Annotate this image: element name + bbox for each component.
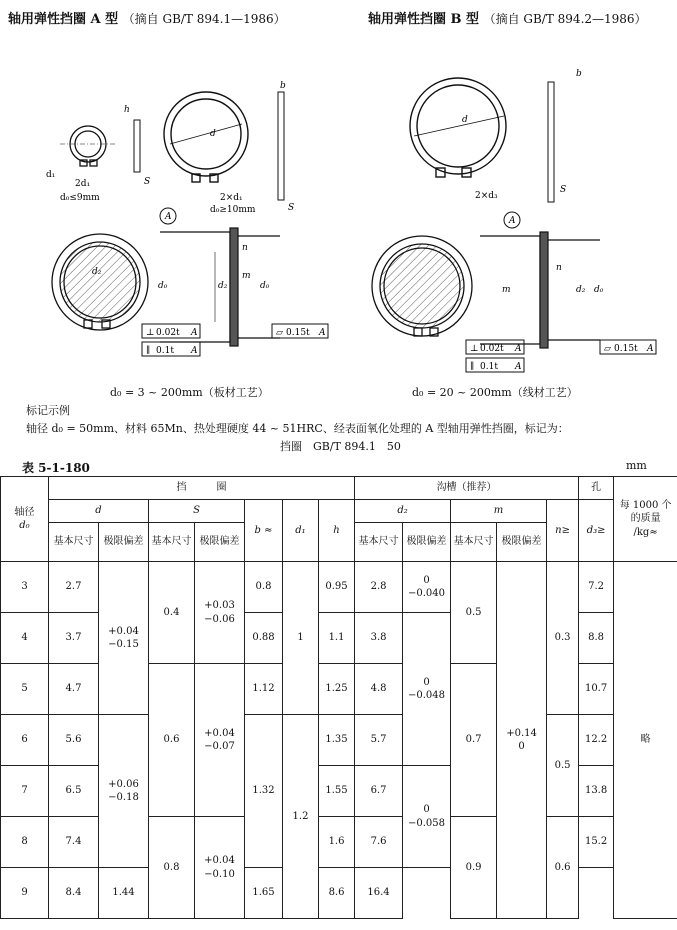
tol-perp-a: 0.02t: [156, 328, 180, 338]
tol-perp-symbol-b: ⊥: [470, 344, 479, 354]
header-d-basic: 基本尺寸: [49, 523, 99, 562]
label-m-a: m: [242, 271, 251, 281]
header-d2-basic: 基本尺寸: [355, 523, 403, 562]
cell-d: 6.5: [49, 766, 99, 817]
cell-b: 1.44: [99, 868, 149, 919]
cell-d2: 7.6: [355, 817, 403, 868]
cell-d1: 1: [283, 562, 319, 715]
cell-d3: 12.2: [579, 715, 614, 766]
cell-d0: 6: [1, 715, 49, 766]
cell-h: 1.55: [319, 766, 355, 817]
header-ring: 挡 圈: [49, 477, 355, 500]
tol-flat-a: 0.15t: [286, 328, 310, 338]
title-a-main: 轴用弹性挡圈 A 型: [8, 12, 119, 27]
tol-flat-symbol-b: ▱: [604, 344, 611, 354]
label-d2-a: d₂: [92, 267, 102, 277]
cell-b: 1.32: [245, 715, 283, 868]
cell-d2: 3.8: [355, 613, 403, 664]
label-2d1: 2d₁: [75, 179, 91, 189]
label-d1-small: d₁: [46, 170, 56, 180]
small-ring-side: [134, 120, 140, 172]
cell-s-tol: +0.04 −0.10: [195, 817, 245, 919]
caption-b: d₀ = 20 ~ 200mm（线材工艺）: [412, 386, 578, 399]
tol-parallel-datum-a: A: [191, 346, 198, 356]
cell-d0: 5: [1, 664, 49, 715]
header-n: n≥: [547, 500, 579, 562]
small-ring-note: d₀≤9mm: [60, 193, 100, 203]
header-d1: d₁: [283, 500, 319, 562]
header-d2-limit: 极限偏差: [403, 523, 451, 562]
label-s-b: S: [560, 185, 567, 195]
cell-b: 1.12: [245, 664, 283, 715]
figure-type-b: [350, 52, 670, 392]
tol-parallel-symbol-b: ∥: [470, 362, 475, 372]
marking-code: 挡圈 GB/T 894.1 50: [280, 440, 401, 453]
cell-s: 0.8: [149, 817, 195, 919]
header-d: d: [49, 500, 149, 523]
caption-a: d₀ = 3 ~ 200mm（板材工艺）: [110, 386, 269, 399]
cell-s: 0.4: [149, 562, 195, 664]
title-a-sub: （摘自 GB/T 894.1—1986）: [122, 12, 286, 26]
tol-perp-datum-b: A: [515, 344, 522, 354]
header-b: b ≈: [245, 500, 283, 562]
label-d0-b: d₀: [594, 285, 604, 295]
title-b-sub: （摘自 GB/T 894.2—1986）: [483, 12, 647, 26]
cell-d: 7.4: [49, 817, 99, 868]
header-d2: d₂: [355, 500, 451, 523]
tol-perp-b: 0.02t: [480, 344, 504, 354]
cell-b: 0.88: [245, 613, 283, 664]
header-s: S: [149, 500, 245, 523]
label-s-large: S: [288, 203, 295, 213]
tol-parallel-a: 0.1t: [156, 346, 174, 356]
cell-h: 1.25: [319, 664, 355, 715]
cell-d0: 8: [1, 817, 49, 868]
label-d-b: d: [462, 115, 468, 125]
cell-d2: 4.8: [355, 664, 403, 715]
cell-d2: 2.8: [355, 562, 403, 613]
figure-type-a: [20, 52, 340, 392]
header-s-basic: 基本尺寸: [149, 523, 195, 562]
marking-text: 轴径 d₀ = 50mm、材料 65Mn、热处理硬度 44 ~ 51HRC、经表面氧化处理的 A 型轴用弹性挡圈，标记为：: [26, 422, 569, 435]
tol-parallel-b: 0.1t: [480, 362, 498, 372]
tol-flat-symbol-a: ▱: [276, 328, 283, 338]
datum-b-label: A: [509, 216, 516, 226]
label-d: d: [210, 129, 216, 139]
cell-n: 0.6: [547, 817, 579, 919]
table-row: [1, 715, 677, 766]
cell-m-tol: +0.14 0: [497, 562, 547, 919]
label-m-b: m: [502, 285, 511, 295]
tol-flat-b: 0.15t: [614, 344, 638, 354]
header-hole: 孔: [579, 477, 614, 500]
shaft-section-a: [52, 234, 148, 330]
shaft-section-b: [372, 236, 472, 336]
label-d0-a: d₀: [158, 281, 168, 291]
cell-s-tol: +0.03 −0.06: [195, 562, 245, 664]
table-label: 表 5-1-180: [22, 461, 90, 475]
cell-h: 0.95: [319, 562, 355, 613]
cell-h: 1.65: [245, 868, 283, 919]
title-type-b: [368, 8, 647, 27]
header-d0-text: d₀: [19, 520, 30, 531]
cell-d2: 8.6: [319, 868, 355, 919]
header-shaft: [1, 477, 49, 562]
label-n-b: n: [556, 263, 562, 273]
label-d0-side-a: d₀: [260, 281, 270, 291]
label-n-a: n: [242, 243, 248, 253]
cell-h: 1.35: [319, 715, 355, 766]
small-ring-drawing: [60, 126, 116, 166]
cell-n: 0.3: [547, 562, 579, 715]
cell-d-tol: +0.06 −0.18: [99, 715, 149, 868]
cell-d0: 4: [1, 613, 49, 664]
cell-d3: 7.2: [579, 562, 614, 613]
header-m: m: [451, 500, 547, 523]
cell-n: 0.5: [547, 715, 579, 817]
label-2xd1: 2×d₁: [220, 193, 243, 203]
title-b-main: 轴用弹性挡圈 B 型: [368, 12, 480, 27]
cell-b: 0.8: [245, 562, 283, 613]
cell-m: 0.7: [451, 664, 497, 817]
large-ring-drawing: [164, 92, 248, 182]
header-d3: d₃≥: [579, 500, 614, 562]
tol-perp-datum-a: A: [191, 328, 198, 338]
cell-d0: 7: [1, 766, 49, 817]
cell-h: 1.1: [319, 613, 355, 664]
tol-flat-datum-b: A: [647, 344, 654, 354]
tol-flat-datum-a: A: [319, 328, 326, 338]
cell-d: 5.6: [49, 715, 99, 766]
cell-d2-tol: 0 −0.058: [403, 766, 451, 868]
cell-d-tol: +0.04 −0.15: [99, 562, 149, 715]
title-type-a: [8, 8, 286, 27]
header-m-limit: 极限偏差: [497, 523, 547, 562]
cell-m: 0.9: [451, 817, 497, 919]
cell-d: 4.7: [49, 664, 99, 715]
ring-b-side: [548, 82, 554, 202]
table-row: [1, 562, 677, 613]
header-shaft-text: 轴径: [14, 506, 35, 518]
spec-table: [0, 476, 677, 919]
header-s-limit: 极限偏差: [195, 523, 245, 562]
cell-d3: 16.4: [355, 868, 403, 919]
cell-d0: 3: [1, 562, 49, 613]
tol-parallel-symbol-a: ∥: [146, 346, 151, 356]
cell-mass: 略: [614, 562, 677, 919]
label-2xd3: 2×d₃: [475, 191, 498, 201]
label-h-small: h: [124, 105, 130, 115]
cell-s-tol: +0.04 −0.07: [195, 664, 245, 817]
cell-d0: 9: [1, 868, 49, 919]
cell-m: 0.5: [451, 562, 497, 664]
cell-d: 2.7: [49, 562, 99, 613]
marking-heading: 标记示例: [26, 404, 70, 417]
cell-d2-tol: 0 −0.040: [403, 562, 451, 613]
tol-perp-symbol-a: ⊥: [146, 328, 155, 338]
datum-a-label: A: [165, 212, 172, 222]
header-groove: 沟槽（推荐）: [355, 477, 579, 500]
cell-d3: 10.7: [579, 664, 614, 715]
header-m-basic: 基本尺寸: [451, 523, 497, 562]
cell-d2-tol: 0 −0.048: [403, 613, 451, 766]
cell-s: 0.6: [149, 664, 195, 817]
cell-d3: 15.2: [579, 817, 614, 868]
ring-b-drawing: [410, 78, 506, 177]
cell-d1: 1.2: [283, 715, 319, 919]
cell-d2: 6.7: [355, 766, 403, 817]
cell-d3: 13.8: [579, 766, 614, 817]
label-b-b: b: [576, 69, 582, 79]
header-mass: 每 1000 个的质量 /kg≈: [614, 477, 677, 562]
table-unit: mm: [626, 459, 647, 472]
cell-h: 1.6: [319, 817, 355, 868]
tol-parallel-datum-b: A: [515, 362, 522, 372]
cell-d: 3.7: [49, 613, 99, 664]
label-d2-side-a: d₂: [218, 281, 228, 291]
large-ring-note: d₀≥10mm: [210, 205, 256, 215]
cell-d2: 5.7: [355, 715, 403, 766]
cell-d3: 8.8: [579, 613, 614, 664]
cell-d: 8.4: [49, 868, 99, 919]
large-ring-side: [278, 92, 284, 200]
label-d2-b: d₂: [576, 285, 586, 295]
label-b-a: b: [280, 81, 286, 91]
label-s-small: S: [144, 177, 151, 187]
header-d-limit: 极限偏差: [99, 523, 149, 562]
header-h: h: [319, 500, 355, 562]
